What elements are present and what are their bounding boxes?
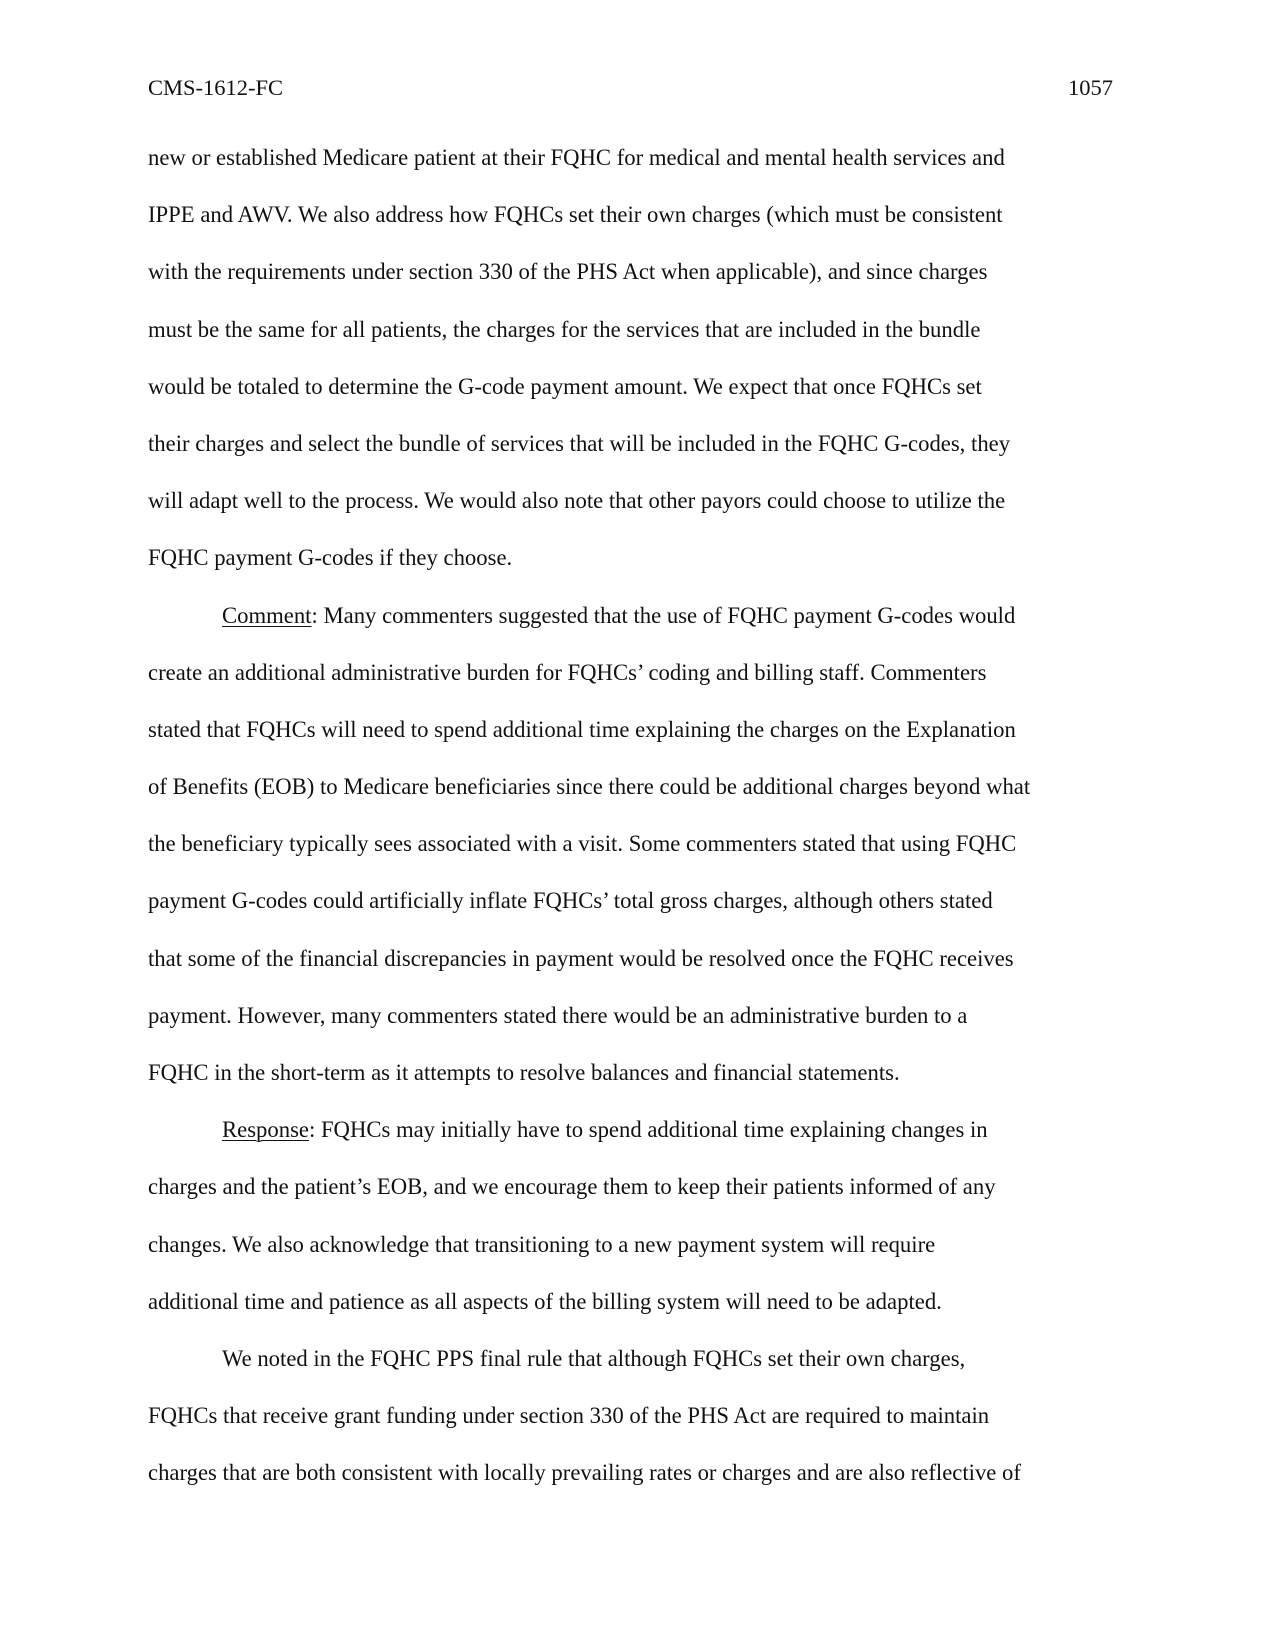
text-line: additional time and patience as all aspects of the billing system will need to be adapted. <box>148 1288 942 1314</box>
paragraph-continuation <box>148 143 1123 601</box>
text-line: IPPE and AWV. We also address how FQHCs set their own charges (which must be consistent <box>148 202 1003 228</box>
text-line: with the requirements under section 330 of the PHS Act when applicable), and since charges <box>148 259 988 285</box>
text-line: the beneficiary typically sees associated with a visit. Some commenters stated that using FQHC <box>148 831 1017 857</box>
text-line: that some of the financial discrepancies in payment would be resolved once the FQHC receives <box>148 945 1014 971</box>
text-line: new or established Medicare patient at their FQHC for medical and mental health services and <box>148 145 1005 170</box>
response-first-line-text: : FQHCs may initially have to spend additional time explaining changes in <box>308 1117 988 1143</box>
text-line: charges that are both consistent with locally prevailing rates or charges and are also reflective of <box>148 1460 1021 1486</box>
paragraph-final-rule <box>148 1344 1123 1516</box>
text-line-first <box>148 1115 1123 1172</box>
text-line: will adapt well to the process. We would also note that other payors could choose to utilize the <box>148 488 1006 514</box>
text-line: FQHC payment G-codes if they choose. <box>148 545 513 571</box>
text-line: payment. However, many commenters stated there would be an administrative burden to a <box>148 1002 968 1028</box>
text-line-first <box>148 601 1123 658</box>
body-text <box>148 143 1123 1516</box>
text-line: must be the same for all patients, the charges for the services that are included in the bundle <box>148 316 981 342</box>
text-line: payment G-codes could artificially inflate FQHCs’ total gross charges, although others stated <box>148 888 993 914</box>
text-line: would be totaled to determine the G-code payment amount. We expect that once FQHCs set <box>148 373 982 399</box>
text-line: their charges and select the bundle of services that will be included in the FQHC G-codes, they <box>148 430 1011 456</box>
paragraph-response <box>148 1115 1123 1344</box>
response-label: Response <box>222 1117 309 1143</box>
text-line: changes. We also acknowledge that transitioning to a new payment system will require <box>148 1231 936 1257</box>
paragraph-comment <box>148 601 1123 1116</box>
page-number: 1057 <box>1068 75 1113 100</box>
text-line: stated that FQHCs will need to spend additional time explaining the charges on the Explanation <box>148 716 1016 742</box>
text-line: create an additional administrative burden for FQHCs’ coding and billing staff. Commenters <box>148 659 987 685</box>
text-line: FQHCs that receive grant funding under section 330 of the PHS Act are required to maintain <box>148 1403 990 1429</box>
text-line: FQHC in the short-term as it attempts to resolve balances and financial statements. <box>148 1060 900 1085</box>
text-line: of Benefits (EOB) to Medicare beneficiaries since there could be additional charges beyond what <box>148 774 1031 800</box>
comment-label: Comment <box>222 602 312 628</box>
page-header <box>148 73 1113 103</box>
text-line: charges and the patient’s EOB, and we encourage them to keep their patients informed of any <box>148 1174 996 1200</box>
comment-first-line-text: : Many commenters suggested that the use of FQHC payment G-codes would <box>311 602 1016 628</box>
document-id: CMS-1612-FC <box>148 75 284 100</box>
text-line-first: We noted in the FQHC PPS final rule that although FQHCs set their own charges, <box>222 1345 966 1371</box>
